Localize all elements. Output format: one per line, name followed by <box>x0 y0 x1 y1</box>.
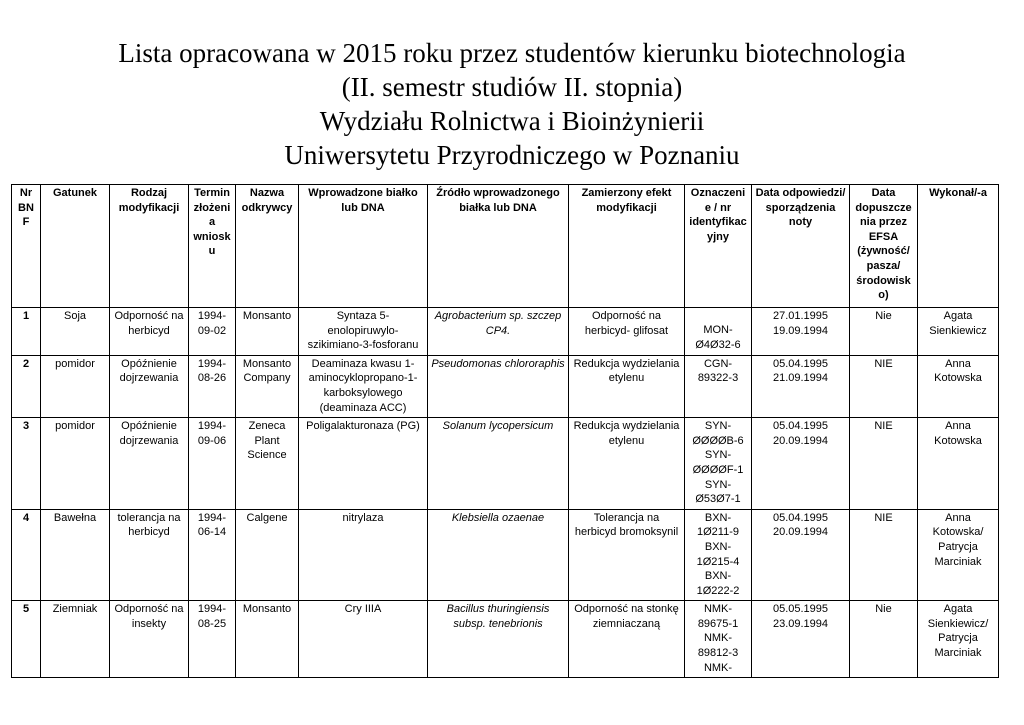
cell-efsa: NIE <box>850 418 918 510</box>
column-header-zrodlo: Źródło wprowadzonego białka lub DNA <box>428 185 569 308</box>
cell-termin: 1994-08-25 <box>189 601 236 678</box>
date-line: 21.09.1994 <box>772 372 829 385</box>
cell-efsa: Nie <box>850 308 918 356</box>
date-line: 20.09.1994 <box>772 434 829 447</box>
cell-rodzaj: tolerancja na herbicyd <box>110 509 189 601</box>
cell-rodzaj: Opóźnienie dojrzewania <box>110 418 189 510</box>
cell-bialko: nitrylaza <box>299 509 428 601</box>
title-line-2: (II. semestr studiów II. stopnia) <box>341 72 683 102</box>
cell-rodzaj: Odporność na insekty <box>110 601 189 678</box>
date-line: 20.09.1994 <box>772 526 829 539</box>
cell-gatunek: pomidor <box>41 418 110 510</box>
title-line-3: Wydziału Rolnictwa i Bioinżynierii <box>319 106 705 136</box>
cell-efekt: Redukcja wydzielania etylenu <box>569 418 685 510</box>
cell-gatunek: Ziemniak <box>41 601 110 678</box>
cell-wykonal: Agata Sienkiewicz <box>918 308 999 356</box>
cell-termin: 1994-08-26 <box>189 355 236 417</box>
cell-zrodlo: Solanum lycopersicum <box>428 418 569 510</box>
column-header-rodzaj: Rodzaj modyfikacji <box>110 185 189 308</box>
cell-wykonal: Agata Sienkiewicz/ Patrycja Marciniak <box>918 601 999 678</box>
cell-data <box>752 601 850 678</box>
cell-oznaczenie <box>685 418 752 510</box>
table-row <box>12 355 999 417</box>
cell-odkrywca: Monsanto <box>236 308 299 356</box>
cell-nr: 3 <box>12 418 41 510</box>
gmo-table <box>11 184 999 678</box>
cell-data <box>752 509 850 601</box>
identifier-line: BXN-1Ø211-9 <box>697 511 739 539</box>
cell-wykonal: Anna Kotowska <box>918 355 999 417</box>
cell-zrodlo: Klebsiella ozaenae <box>428 509 569 601</box>
column-header-bialko: Wprowadzone białko lub DNA <box>299 185 428 308</box>
cell-bialko: Cry IIIA <box>299 601 428 678</box>
cell-termin: 1994-09-02 <box>189 308 236 356</box>
table-row <box>12 418 999 510</box>
cell-efsa: NIE <box>850 509 918 601</box>
cell-oznaczenie <box>685 509 752 601</box>
cell-bialko: Syntaza 5-enolopiruwylo-szikimiano-3-fosforanu <box>299 308 428 356</box>
cell-data <box>752 418 850 510</box>
column-header-efekt: Zamierzony efekt modyfikacji <box>569 185 685 308</box>
cell-bialko: Poligalakturonaza (PG) <box>299 418 428 510</box>
cell-rodzaj: Odporność na herbicyd <box>110 308 189 356</box>
cell-wykonal: Anna Kotowska/ Patrycja Marciniak <box>918 509 999 601</box>
date-line: 05.04.1995 <box>772 357 829 370</box>
date-line: 19.09.1994 <box>772 324 829 337</box>
cell-nr: 2 <box>12 355 41 417</box>
cell-zrodlo <box>428 308 569 356</box>
cell-nr: 4 <box>12 509 41 601</box>
column-header-efsa: Data dopuszczenia przez EFSA (żywność/ pasza/ środowisko) <box>850 185 918 308</box>
cell-odkrywca: Monsanto Company <box>236 355 299 417</box>
column-header-odkrywca: Nazwa odkrywcy <box>236 185 299 308</box>
cell-zrodlo: Bacillus thuringiensis subsp. tenebrionis <box>428 601 569 678</box>
identifier-line: NMK- <box>703 661 733 674</box>
cell-gatunek: Bawełna <box>41 509 110 601</box>
title-line-4: Uniwersytetu Przyrodniczego w Poznaniu <box>284 140 740 170</box>
cell-efsa: Nie <box>850 601 918 678</box>
cell-oznaczenie <box>685 355 752 417</box>
cell-termin: 1994-06-14 <box>189 509 236 601</box>
table-row <box>12 308 999 356</box>
date-line: 05.04.1995 <box>772 420 829 433</box>
table-row <box>12 601 999 678</box>
date-line: 23.09.1994 <box>772 617 829 630</box>
cell-zrodlo: Pseudomonas chlororaphis <box>428 355 569 417</box>
cell-nr: 5 <box>12 601 41 678</box>
cell-efekt: Odporność na stonkę ziemniaczaną <box>569 601 685 678</box>
cell-gatunek: Soja <box>41 308 110 356</box>
cell-data <box>752 355 850 417</box>
cell-bialko: Deaminaza kwasu 1-aminocyklopropano-1-karboksylowego (deaminaza ACC) <box>299 355 428 417</box>
identifier-line: SYN-ØØØØF-1 <box>692 449 744 476</box>
date-line: 05.05.1995 <box>772 603 829 616</box>
column-header-oznaczenie: Oznaczenie / nr identyfikacyjny <box>685 185 752 308</box>
table-header-row <box>12 185 999 308</box>
identifier-line: SYN-Ø53Ø7-1 <box>695 478 741 506</box>
column-header-wykonal: Wykonał/-a <box>918 185 999 308</box>
document-title <box>0 36 1024 172</box>
source-genus-text: Agrobacterium sp. szczep CP4. <box>434 310 562 337</box>
cell-odkrywca: Calgene <box>236 509 299 601</box>
cell-odkrywca: Monsanto <box>236 601 299 678</box>
cell-oznaczenie <box>685 308 752 356</box>
column-header-termin: Termin złożenia wniosku <box>189 185 236 308</box>
cell-termin: 1994-09-06 <box>189 418 236 510</box>
column-header-nr: Nr BN F <box>12 185 41 308</box>
cell-odkrywca: Zeneca Plant Science <box>236 418 299 510</box>
identifier-line: BXN-1Ø222-2 <box>696 570 740 597</box>
column-header-gatunek: Gatunek <box>41 185 110 308</box>
cell-efsa: NIE <box>850 355 918 417</box>
cell-wykonal: Anna Kotowska <box>918 418 999 510</box>
identifier-line: BXN-1Ø215-4 <box>696 540 740 568</box>
cell-efekt: Tolerancja na herbicyd bromoksynil <box>569 509 685 601</box>
date-line: 05.04.1995 <box>772 511 829 524</box>
cell-oznaczenie <box>685 601 752 678</box>
column-header-data: Data odpowiedzi/ sporządzenia noty <box>752 185 850 308</box>
table-row <box>12 509 999 601</box>
identifier-line: MON-Ø4Ø32-6 <box>695 324 741 351</box>
title-line-1: Lista opracowana w 2015 roku przez studentów kierunku biotechnologia <box>118 38 906 68</box>
date-line: 27.01.1995 <box>772 310 829 322</box>
cell-nr: 1 <box>12 308 41 356</box>
cell-rodzaj: Opóźnienie dojrzewania <box>110 355 189 417</box>
identifier-line: NMK-89675-1 <box>697 603 739 630</box>
identifier-line: CGN-89322-3 <box>697 357 739 385</box>
identifier-line: NMK-89812-3 <box>697 632 739 660</box>
cell-efekt: Odporność na herbicyd- glifosat <box>569 308 685 356</box>
cell-data <box>752 308 850 356</box>
cell-efekt: Redukcja wydzielania etylenu <box>569 355 685 417</box>
identifier-line: SYN-ØØØØB-6 <box>692 420 744 447</box>
cell-gatunek: pomidor <box>41 355 110 417</box>
